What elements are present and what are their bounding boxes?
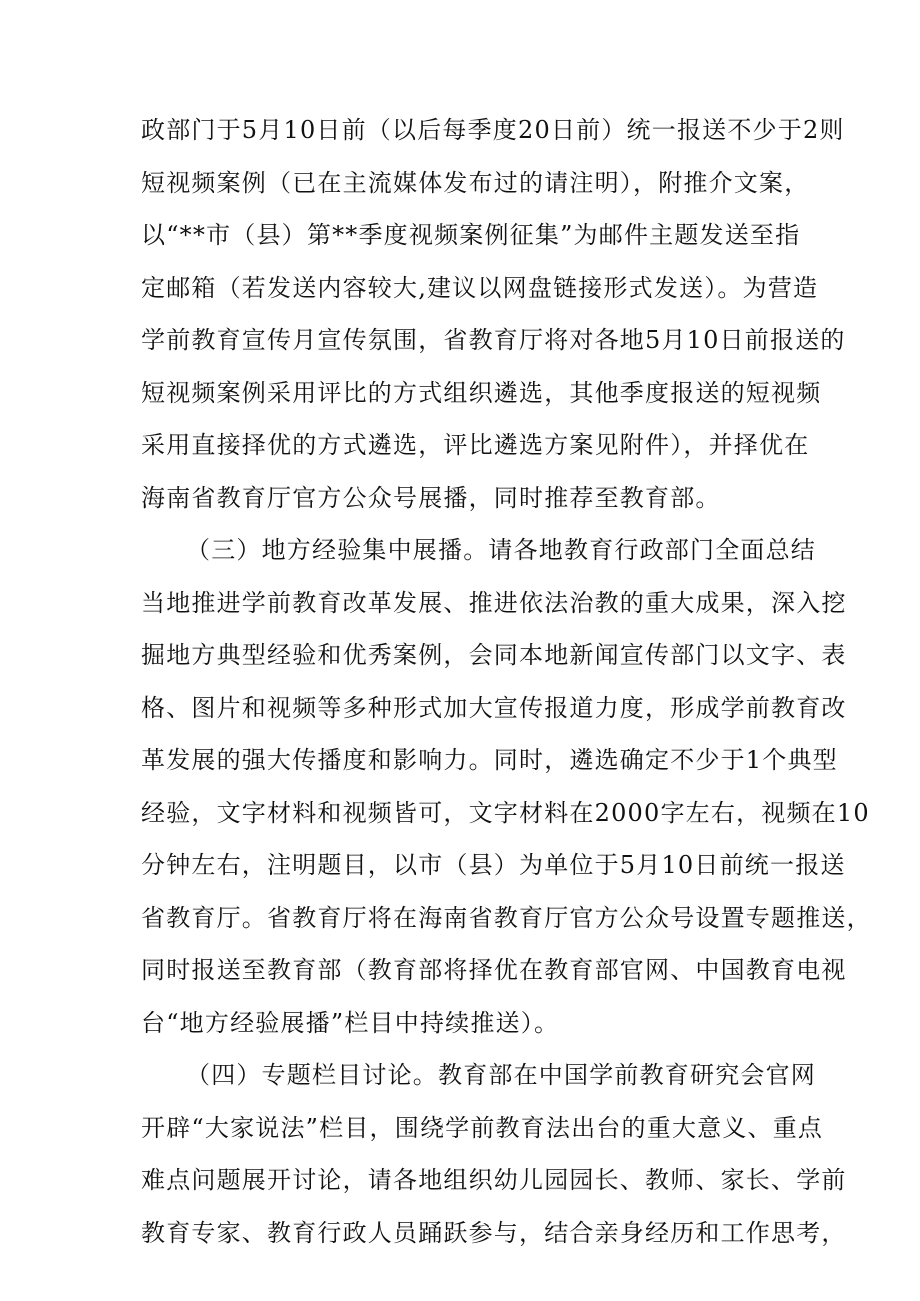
text-line: 海南省教育厅官方公众号展播，同时推荐至教育部。	[141, 484, 721, 512]
text-line: 以“**市（县）第**季度视频案例征集”为邮件主题发送至指	[141, 221, 801, 249]
text-line: 台“地方经验展播”栏目中持续推送）。	[141, 1009, 560, 1037]
text-line: 短视频案例（已在主流媒体发布过的请注明），附推介文案，	[141, 169, 810, 197]
text-line: 难点问题展开讨论，请各地组织幼儿园园长、教师、家长、学前	[141, 1166, 847, 1194]
text-line: 短视频案例采用评比的方式组织遴选，其他季度报送的短视频	[141, 379, 822, 407]
text-line: 采用直接择优的方式遴选，评比遴选方案见附件），并择优在	[141, 431, 810, 459]
text-line: 掘地方典型经验和优秀案例，会同本地新闻宣传部门以文字、表	[141, 641, 847, 669]
text-line: （三）地方经验集中展播。请各地教育行政部门全面总结	[186, 536, 816, 564]
text-line: 分钟左右，注明题目，以市（县）为单位于5月10日前统一报送	[141, 851, 846, 879]
text-line: 政部门于5月10日前（以后每季度20日前）统一报送不少于2则	[141, 116, 845, 144]
text-line: （四）专题栏目讨论。教育部在中国学前教育研究会官网	[186, 1061, 816, 1089]
text-line: 开辟“大家说法”栏目，围绕学前教育法出台的重大意义、重点	[141, 1114, 824, 1142]
text-line: 学前教育宣传月宣传氛围，省教育厅将对各地5月10日前报送的	[141, 326, 846, 354]
text-line: 革发展的强大传播度和影响力。同时，遴选确定不少于1个典型	[141, 746, 838, 774]
text-line: 定邮箱（若发送内容较大,建议以网盘链接形式发送）。为营造	[141, 274, 819, 302]
text-line: 教育专家、教育行政人员踊跃参与，结合亲身经历和工作思考，	[141, 1219, 847, 1247]
text-line: 当地推进学前教育改革发展、推进依法治教的重大成果，深入挖	[141, 589, 847, 617]
text-line: 同时报送至教育部（教育部将择优在教育部官网、中国教育电视	[141, 956, 847, 984]
text-line: 格、图片和视频等多种形式加大宣传报道力度，形成学前教育改	[141, 694, 847, 722]
text-line: 省教育厅。省教育厅将在海南省教育厅官方公众号设置专题推送，	[141, 904, 872, 932]
text-line: 经验，文字材料和视频皆可，文字材料在2000字左右，视频在10	[141, 799, 870, 827]
